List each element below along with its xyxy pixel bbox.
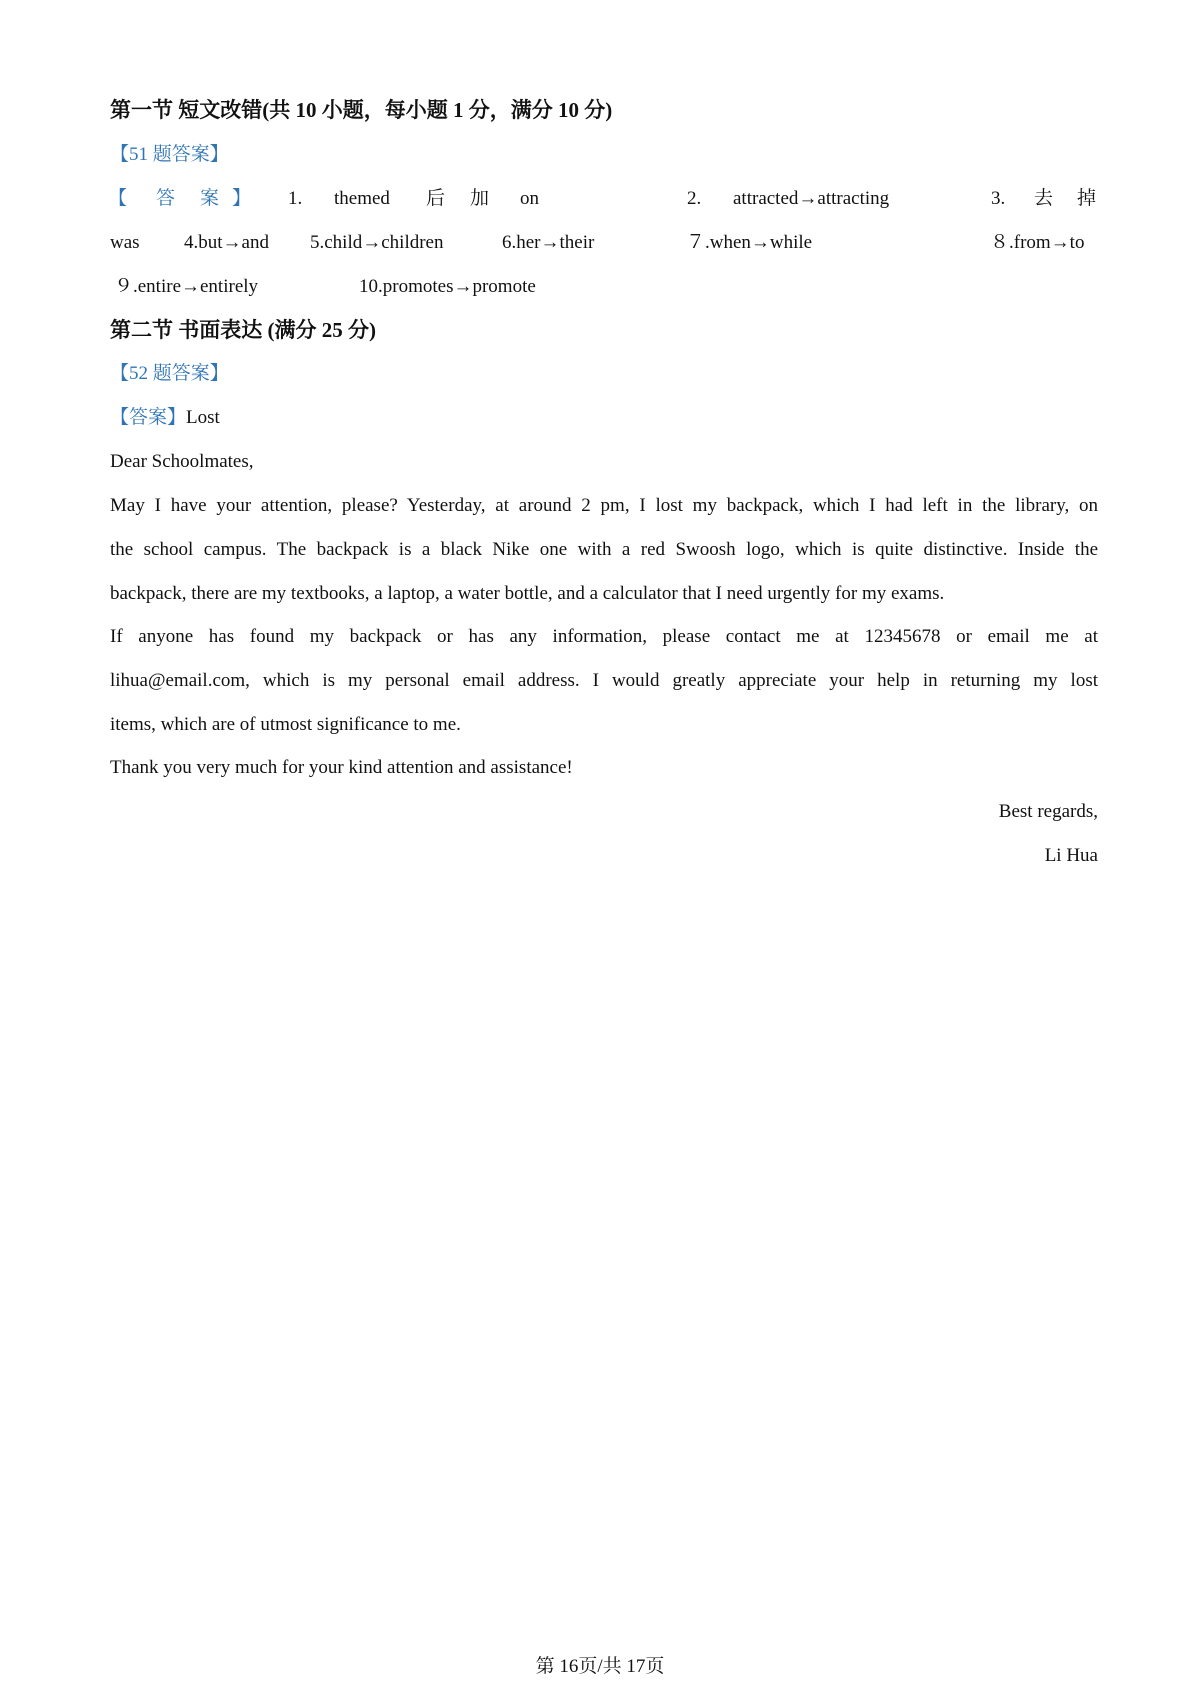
answer-row-3 [110, 272, 1098, 302]
section1-heading: 第一节 短文改错(共 10 小题，每小题 1 分，满分 10 分) [110, 98, 613, 122]
item-1-hou: 后 [426, 188, 446, 209]
answer-row-1 [110, 184, 1098, 214]
item-1-number: 1. [288, 188, 303, 209]
answer-word-2: 案 [200, 188, 220, 209]
paragraph-1-line-2: the school campus. The backpack is a black Nike one with a red Swoosh logo, which is quite distinctive. Inside the [110, 539, 1098, 560]
answer-row-2 [110, 228, 1098, 258]
section2-heading: 第二节 书面表达 (满分 25 分) [110, 318, 376, 342]
item-3-diao: 掉 [1077, 188, 1097, 209]
item-4: 4.but→and [184, 232, 269, 253]
essay-answer-line [110, 403, 220, 433]
item-1-on: on [520, 188, 539, 209]
paragraph-1-line-1: May I have your attention, please? Yesterday, at around 2 pm, I lost my backpack, which I had left in the library, on [110, 495, 1098, 516]
paragraph-2-line-1: If anyone has found my backpack or has any information, please contact me at 12345678 or email me at [110, 626, 1098, 647]
paragraph-2-line-3: items, which are of utmost significance to me. [110, 714, 461, 735]
answer-word-1: 答 [156, 188, 176, 209]
item-2-text: attracted→attracting [733, 188, 890, 209]
item-1-jia: 加 [470, 188, 490, 209]
letter-signature: Li Hua [1044, 845, 1098, 866]
answer-open-bracket: 【 [108, 188, 128, 209]
answer-close-bracket: 】 [232, 188, 252, 209]
item-3-number: 3. [991, 188, 1006, 209]
item-3-qu: 去 [1034, 188, 1054, 209]
item-6: 6.her→their [502, 232, 595, 253]
page-footer: 第 16页/共 17页 [535, 1656, 665, 1677]
paragraph-3: Thank you very much for your kind attention and assistance! [110, 757, 573, 778]
item-1-word: themed [334, 188, 390, 209]
essay-title: Lost [186, 407, 220, 428]
answer-tag: 【答案】 [110, 407, 187, 428]
item-7: ７.when→while [686, 232, 813, 253]
item-2-number: 2. [687, 188, 702, 209]
letter-closing: Best regards, [998, 801, 1098, 822]
letter-greeting: Dear Schoolmates, [110, 451, 254, 472]
item-9: ９.entire→entirely [114, 276, 259, 297]
item-3-was: was [110, 232, 140, 253]
q51-answer-label: 【51 题答案】 [110, 144, 229, 165]
item-10: 10.promotes→promote [359, 276, 536, 297]
paragraph-2-line-2: lihua@email.com, which is my personal email address. I would greatly appreciate your help in returning my lost [110, 670, 1098, 691]
q52-answer-label: 【52 题答案】 [110, 363, 229, 384]
item-5: 5.child→children [310, 232, 444, 253]
paragraph-1-line-3: backpack, there are my textbooks, a laptop, a water bottle, and a calculator that I need urgently for my exams. [110, 583, 945, 604]
item-8: ８.from→to [990, 232, 1085, 253]
